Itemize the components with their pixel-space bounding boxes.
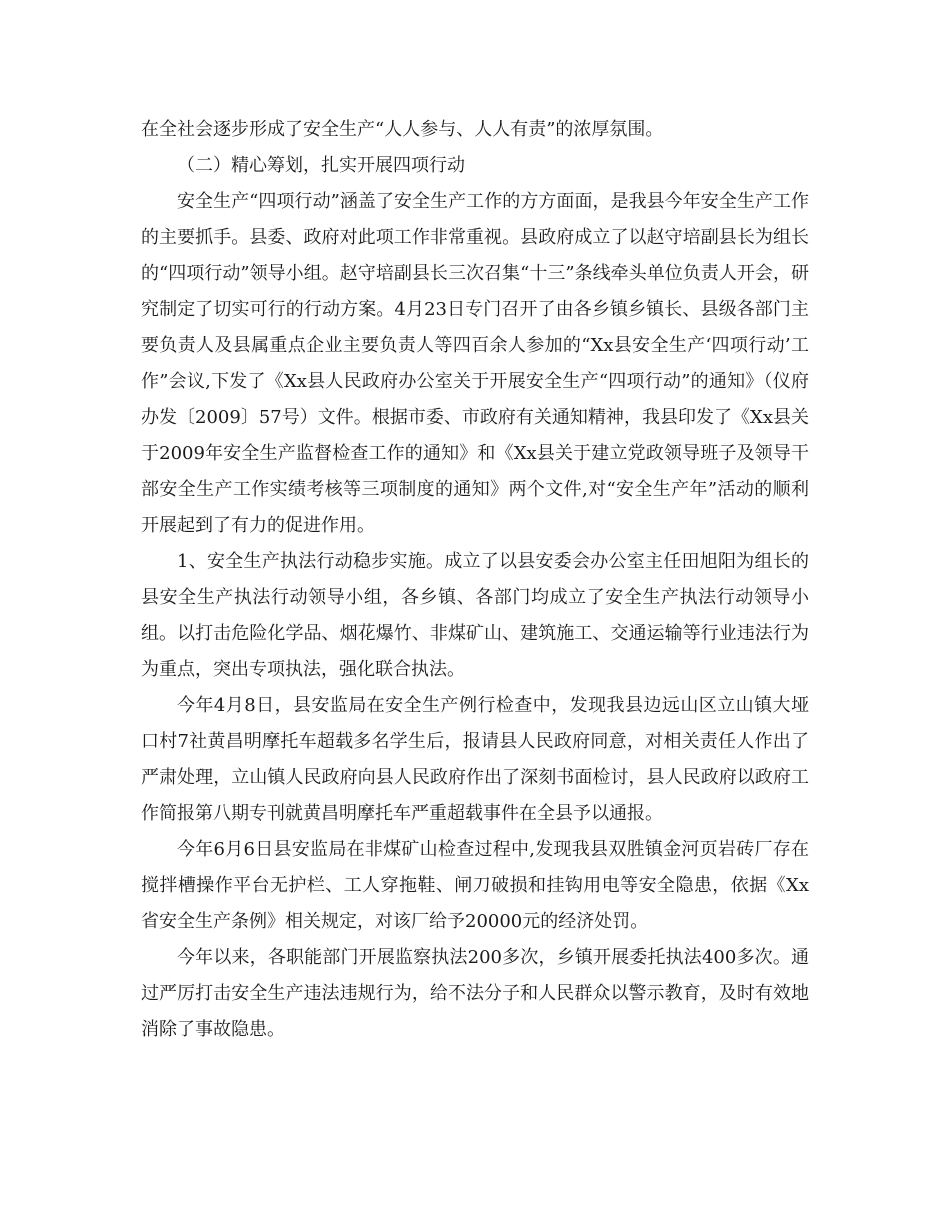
document-body: [141, 112, 809, 1048]
paragraph-june-case: 今年6月6日县安监局在非煤矿山检查过程中,发现我县双胜镇金河页岩砖厂存在搅拌槽操作平台无护栏、工人穿拖鞋、闸刀破损和挂钩用电等安全隐患，依据《Xx省安全生产条例》相关规定，对该厂给予20000元的经济处罚。: [141, 839, 809, 932]
paragraph-four-actions: 安全生产“四项行动”涵盖了安全生产工作的方方面面，是我县今年安全生产工作的主要抓手。县委、政府对此项工作非常重视。县政府成立了以赵守培副县长为组长的“四项行动”领导小组。赵守培副县长三次召集“十三”条线牵头单位负责人开会，研究制定了切实可行的行动方案。4月23日专门召开了由各乡镇乡镇长、县级各部门主要负责人及县属重点企业主要负责人等四百余人参加的“Xx县安全生产‘四项行动’工作”会议,下发了《Xx县人民政府办公室关于开展安全生产“四项行动”的通知》（仪府办发〔2009〕57号）文件。根据市委、市政府有关通知精神，我县印发了《Xx县关于2009年安全生产监督检查工作的通知》和《Xx县关于建立党政领导班子及领导干部安全生产工作实绩考核等三项制度的通知》两个文件,对“安全生产年”活动的顺利开展起到了有力的促进作用。: [141, 191, 809, 536]
paragraph-continuation: 在全社会逐步形成了安全生产“人人参与、人人有责”的浓厚氛围。: [141, 119, 664, 140]
paragraph-summary: 今年以来，各职能部门开展监察执法200多次，乡镇开展委托执法400多次。通过严厉打击安全生产违法违规行为，给不法分子和人民群众以警示教育，及时有效地消除了事故隐患。: [141, 947, 809, 1040]
paragraph-law-enforcement: 1、安全生产执法行动稳步实施。成立了以县安委会办公室主任田旭阳为组长的县安全生产执法行动领导小组，各乡镇、各部门均成立了安全生产执法行动领导小组。以打击危险化学品、烟花爆竹、非煤矿山、建筑施工、交通运输等行业违法行为为重点，突出专项执法，强化联合执法。: [141, 551, 809, 680]
section-heading: （二）精心筹划，扎实开展四项行动: [177, 155, 465, 176]
paragraph-april-case: 今年4月8日，县安监局在安全生产例行检查中，发现我县边远山区立山镇大垭口村7社黄昌明摩托车超载多名学生后，报请县人民政府同意，对相关责任人作出了严肃处理，立山镇人民政府向县人民政府作出了深刻书面检讨，县人民政府以政府工作简报第八期专刊就黄昌明摩托车严重超载事件在全县予以通报。: [141, 695, 809, 824]
